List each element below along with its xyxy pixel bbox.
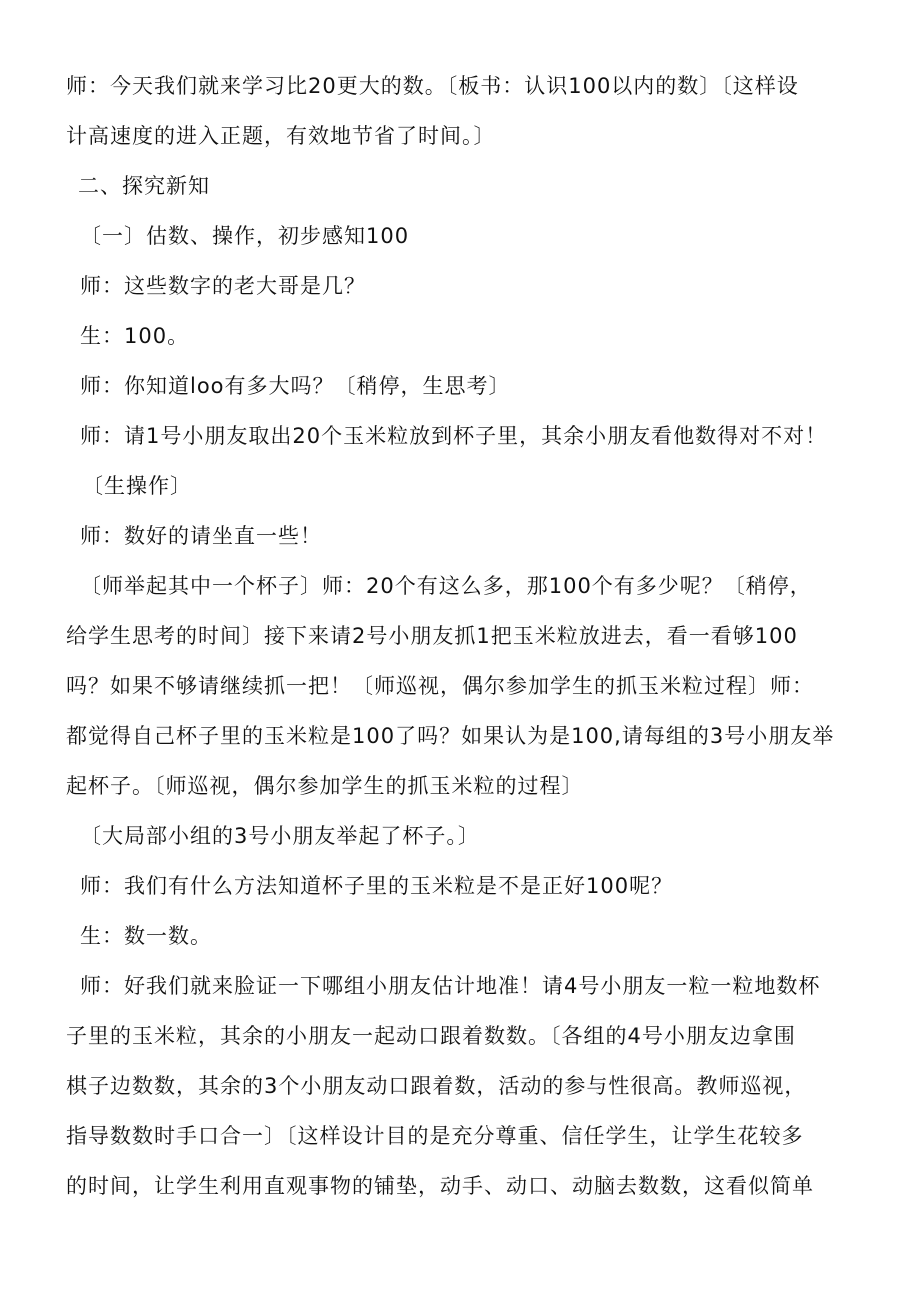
paragraph-line: 棋子边数数，其余的3个小朋友动口跟着数，活动的参与性很高。教师巡视， [66, 1074, 807, 1098]
paragraph-line: 〔生操作〕 [82, 474, 192, 498]
paragraph-line: 子里的玉米粒，其余的小朋友一起动口跟着数数。〔各组的4号小朋友边拿围 [66, 1024, 796, 1048]
paragraph-line: 吗？如果不够请继续抓一把！〔师巡视，偶尔参加学生的抓玉米粒过程〕师： [66, 674, 814, 698]
paragraph-line: 指导数数时手口合一〕〔这样设计目的是充分尊重、信任学生，让学生花较多 [66, 1124, 804, 1148]
subsection-heading: 〔一〕估数、操作，初步感知100 [80, 224, 410, 248]
paragraph-line: 师：我们有什么方法知道杯子里的玉米粒是不是正好100呢？ [80, 874, 674, 898]
paragraph-line: 〔大局部小组的3号小朋友举起了杯子。〕 [80, 824, 480, 848]
paragraph-line: 师：数好的请坐直一些！ [80, 524, 322, 548]
paragraph-line: 师：今天我们就来学习比20更大的数。〔板书：认识100以内的数〕〔这样设 [66, 74, 799, 98]
paragraph-line: 起杯子。〔师巡视，偶尔参加学生的抓玉米粒的过程〕 [66, 774, 584, 798]
paragraph-line: 〔师举起其中一个杯子〕师：20个有这么多，那100个有多少呢？〔稍停， [80, 574, 812, 598]
paragraph-line: 生：100。 [80, 324, 190, 348]
paragraph-line: 师：好我们就来脸证一下哪组小朋友估计地准！请4号小朋友一粒一粒地数杯 [80, 974, 821, 998]
paragraph-line: 生：数一数。 [80, 924, 212, 948]
paragraph-line: 计高速度的进入正题，有效地节省了时间。〕 [66, 124, 496, 148]
paragraph-line: 给学生思考的时间〕接下来请2号小朋友抓1把玉米粒放进去，看一看够100 [66, 624, 798, 648]
section-heading: 二、探究新知 [78, 174, 210, 198]
paragraph-line: 师：这些数字的老大哥是几？ [80, 274, 366, 298]
paragraph-line: 都觉得自己杯子里的玉米粒是100了吗？如果认为是100,请每组的3号小朋友举 [66, 724, 835, 748]
paragraph-line: 的时间，让学生利用直观事物的铺垫，动手、动口、动脑去数数，这看似简单 [66, 1174, 814, 1198]
paragraph-line: 师：你知道loo有多大吗？〔稍停，生思考〕 [80, 374, 511, 398]
paragraph-line: 师：请1号小朋友取出20个玉米粒放到杯子里，其余小朋友看他数得对不对！ [80, 424, 828, 448]
